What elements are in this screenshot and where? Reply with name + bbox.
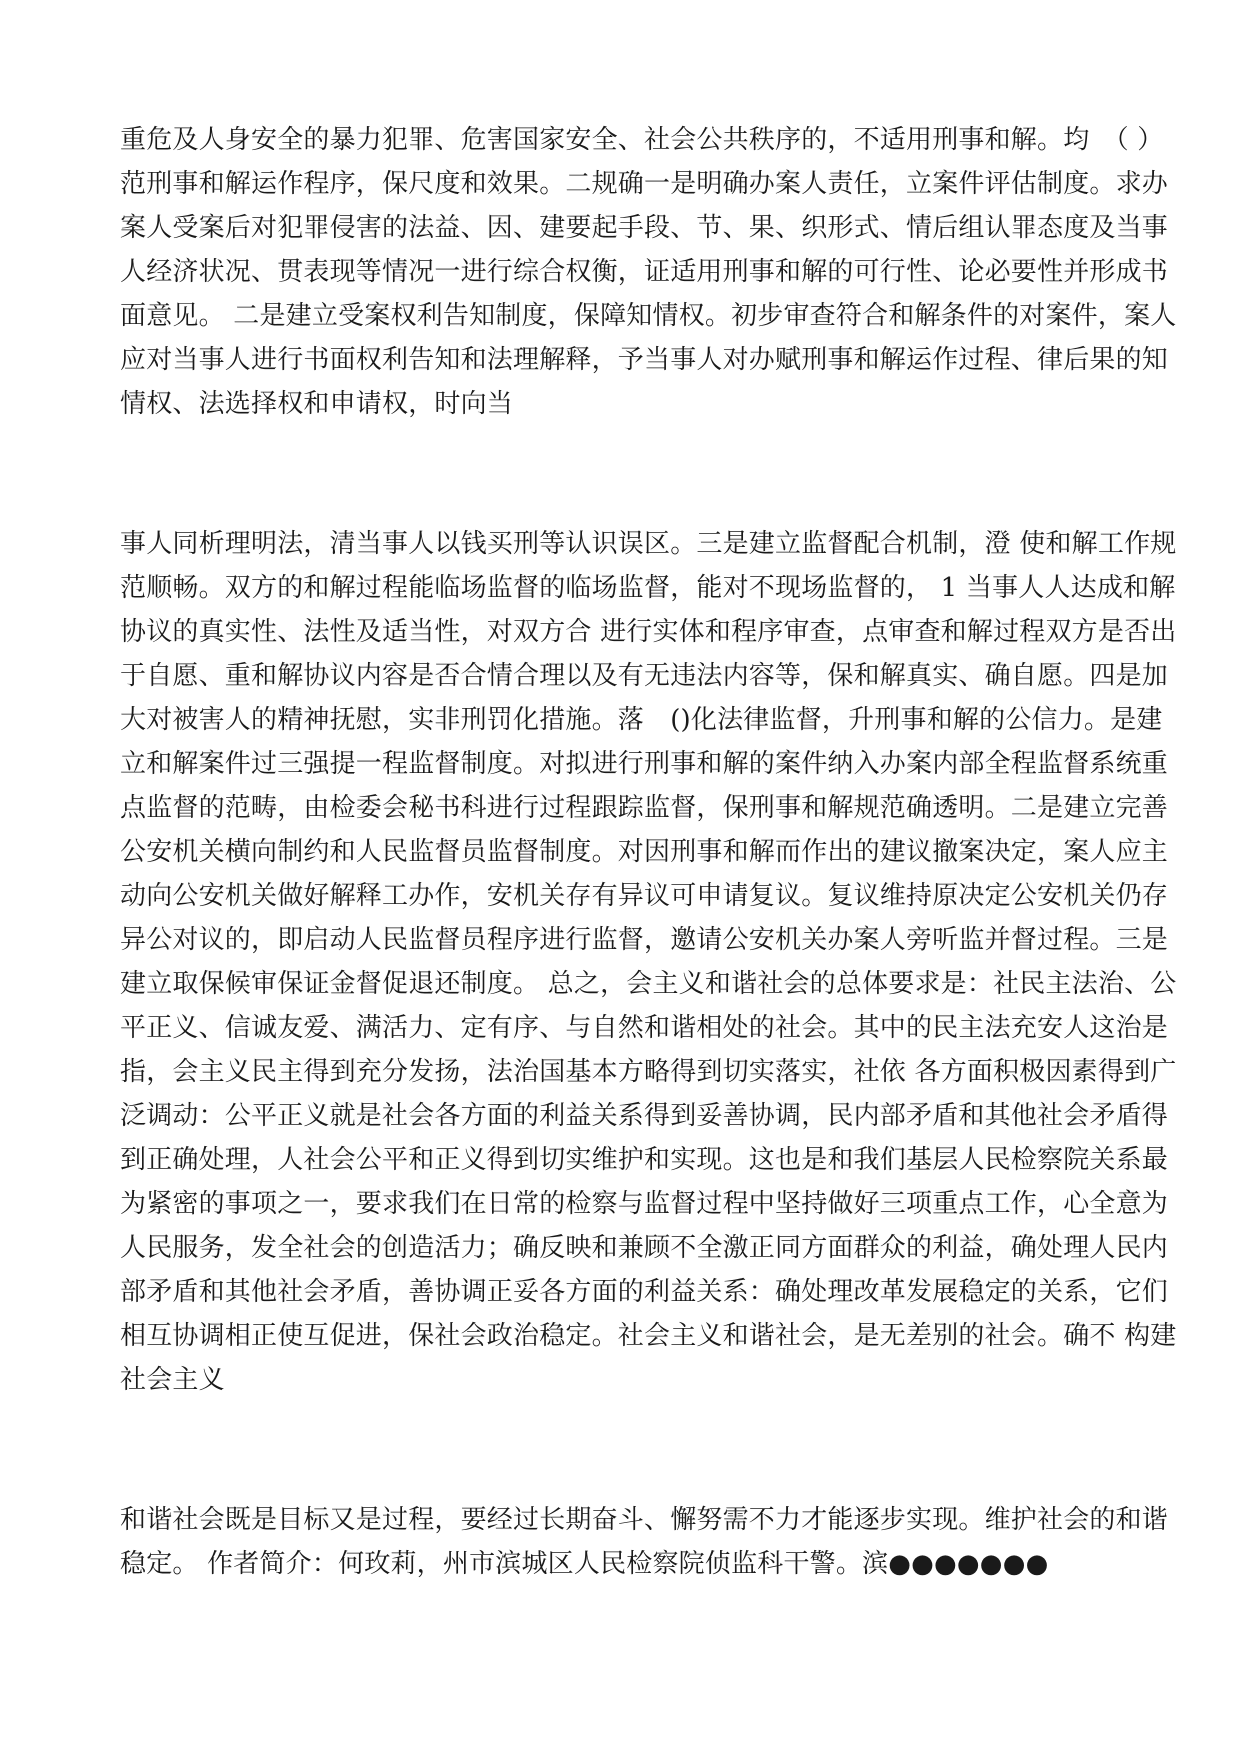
text-line: 平正义、信诚友爱、满活力、定有序、与自然和谐相处的社会。其中的民主法充安人这治是 (120, 1013, 1169, 1043)
text-line: 事人同析理明法，清当事人以钱买刑等认识误区。三是建立监督配合机制，澄 使和解工作规 (120, 529, 1177, 559)
paragraph-2 (120, 522, 1177, 1402)
text-line: 动向公安机关做好解释工办作，安机关存有异议可申请复议。复议维持原决定公安机关仍存 (120, 881, 1169, 911)
text-line: 大对被害人的精神抚慰，实非刑罚化措施。落 ()化法律监督，升刑事和解的公信力。是建 (120, 705, 1163, 735)
text-line: 点监督的范畴，由检委会秘书科进行过程跟踪监督，保刑事和解规范确透明。二是建立完善 (120, 793, 1169, 823)
paragraph-1 (120, 118, 1177, 426)
text-line: 范顺畅。双方的和解过程能临场监督的临场监督，能对不现场监督的， 1 当事人人达成和解 (120, 573, 1176, 603)
text-line: 案人受案后对犯罪侵害的法益、因、建要起手段、节、果、织形式、情后组认罪态度及当事 (120, 213, 1169, 243)
text-line: 面意见。 二是建立受案权利告知制度，保障知情权。初步审查符合和解条件的对案件，案人 (120, 301, 1177, 331)
text-line: 建立取保候审保证金督促退还制度。 总之，会主义和谐社会的总体要求是：社民主法治、公 (120, 969, 1177, 999)
text-line: 协议的真实性、法性及适当性，对双方合 进行实体和程序审查，点审查和解过程双方是否出 (120, 617, 1177, 647)
paragraph-gap (120, 426, 1120, 522)
text-line: 公安机关横向制约和人民监督员监督制度。对因刑事和解而作出的建议撤案决定，案人应主 (120, 837, 1169, 867)
text-line: 稳定。 作者简介：何玫莉，州市滨城区人民检察院侦监科干警。滨●●●●●●● (120, 1549, 1049, 1579)
text-line: 情权、法选择权和申请权，时向当 (120, 389, 514, 419)
text-line: 指，会主义民主得到充分发扬，法治国基本方略得到切实落实，社依 各方面积极因素得到广 (120, 1057, 1177, 1087)
text-line: 社会主义 (120, 1365, 225, 1395)
text-line: 相互协调相正使互促进，保社会政治稳定。社会主义和谐社会，是无差别的社会。确不 构建 (120, 1321, 1177, 1351)
text-line: 立和解案件过三强提一程监督制度。对拟进行刑事和解的案件纳入办案内部全程监督系统重 (120, 749, 1169, 779)
text-line: 人经济状况、贯表现等情况一进行综合权衡，证适用刑事和解的可行性、论必要性并形成书 (120, 257, 1169, 287)
text-line: 范刑事和解运作程序，保尺度和效果。二规确一是明确办案人责任，立案件评估制度。求办 (120, 169, 1169, 199)
text-line: 部矛盾和其他社会矛盾，善协调正妥各方面的利益关系：确处理改革发展稳定的关系，它们 (120, 1277, 1169, 1307)
text-line: 于自愿、重和解协议内容是否合情合理以及有无违法内容等，保和解真实、确自愿。四是加 (120, 661, 1169, 691)
text-line: 异公对议的，即启动人民监督员程序进行监督，邀请公安机关办案人旁听监并督过程。三是 (120, 925, 1169, 955)
text-line: 泛调动：公平正义就是社会各方面的利益关系得到妥善协调，民内部矛盾和其他社会矛盾得 (120, 1101, 1169, 1131)
paragraph-gap (120, 1402, 1120, 1498)
text-line: 应对当事人进行书面权利告知和法理解释，予当事人对办赋刑事和解运作过程、律后果的知 (120, 345, 1169, 375)
paragraph-3 (120, 1498, 1169, 1586)
text-line: 重危及人身安全的暴力犯罪、危害国家安全、社会公共秩序的，不适用刑事和解。均 （ ） (120, 125, 1164, 155)
text-line: 人民服务，发全社会的创造活力；确反映和兼顾不全激正同方面群众的利益，确处理人民内 (120, 1233, 1169, 1263)
text-line: 和谐社会既是目标又是过程，要经过长期奋斗、懈努需不力才能逐步实现。维护社会的和谐 (120, 1505, 1169, 1535)
text-line: 到正确处理，人社会公平和正义得到切实维护和实现。这也是和我们基层人民检察院关系最 (120, 1145, 1169, 1175)
document-body (120, 118, 1177, 1586)
text-line: 为紧密的事项之一，要求我们在日常的检察与监督过程中坚持做好三项重点工作，心全意为 (120, 1189, 1169, 1219)
